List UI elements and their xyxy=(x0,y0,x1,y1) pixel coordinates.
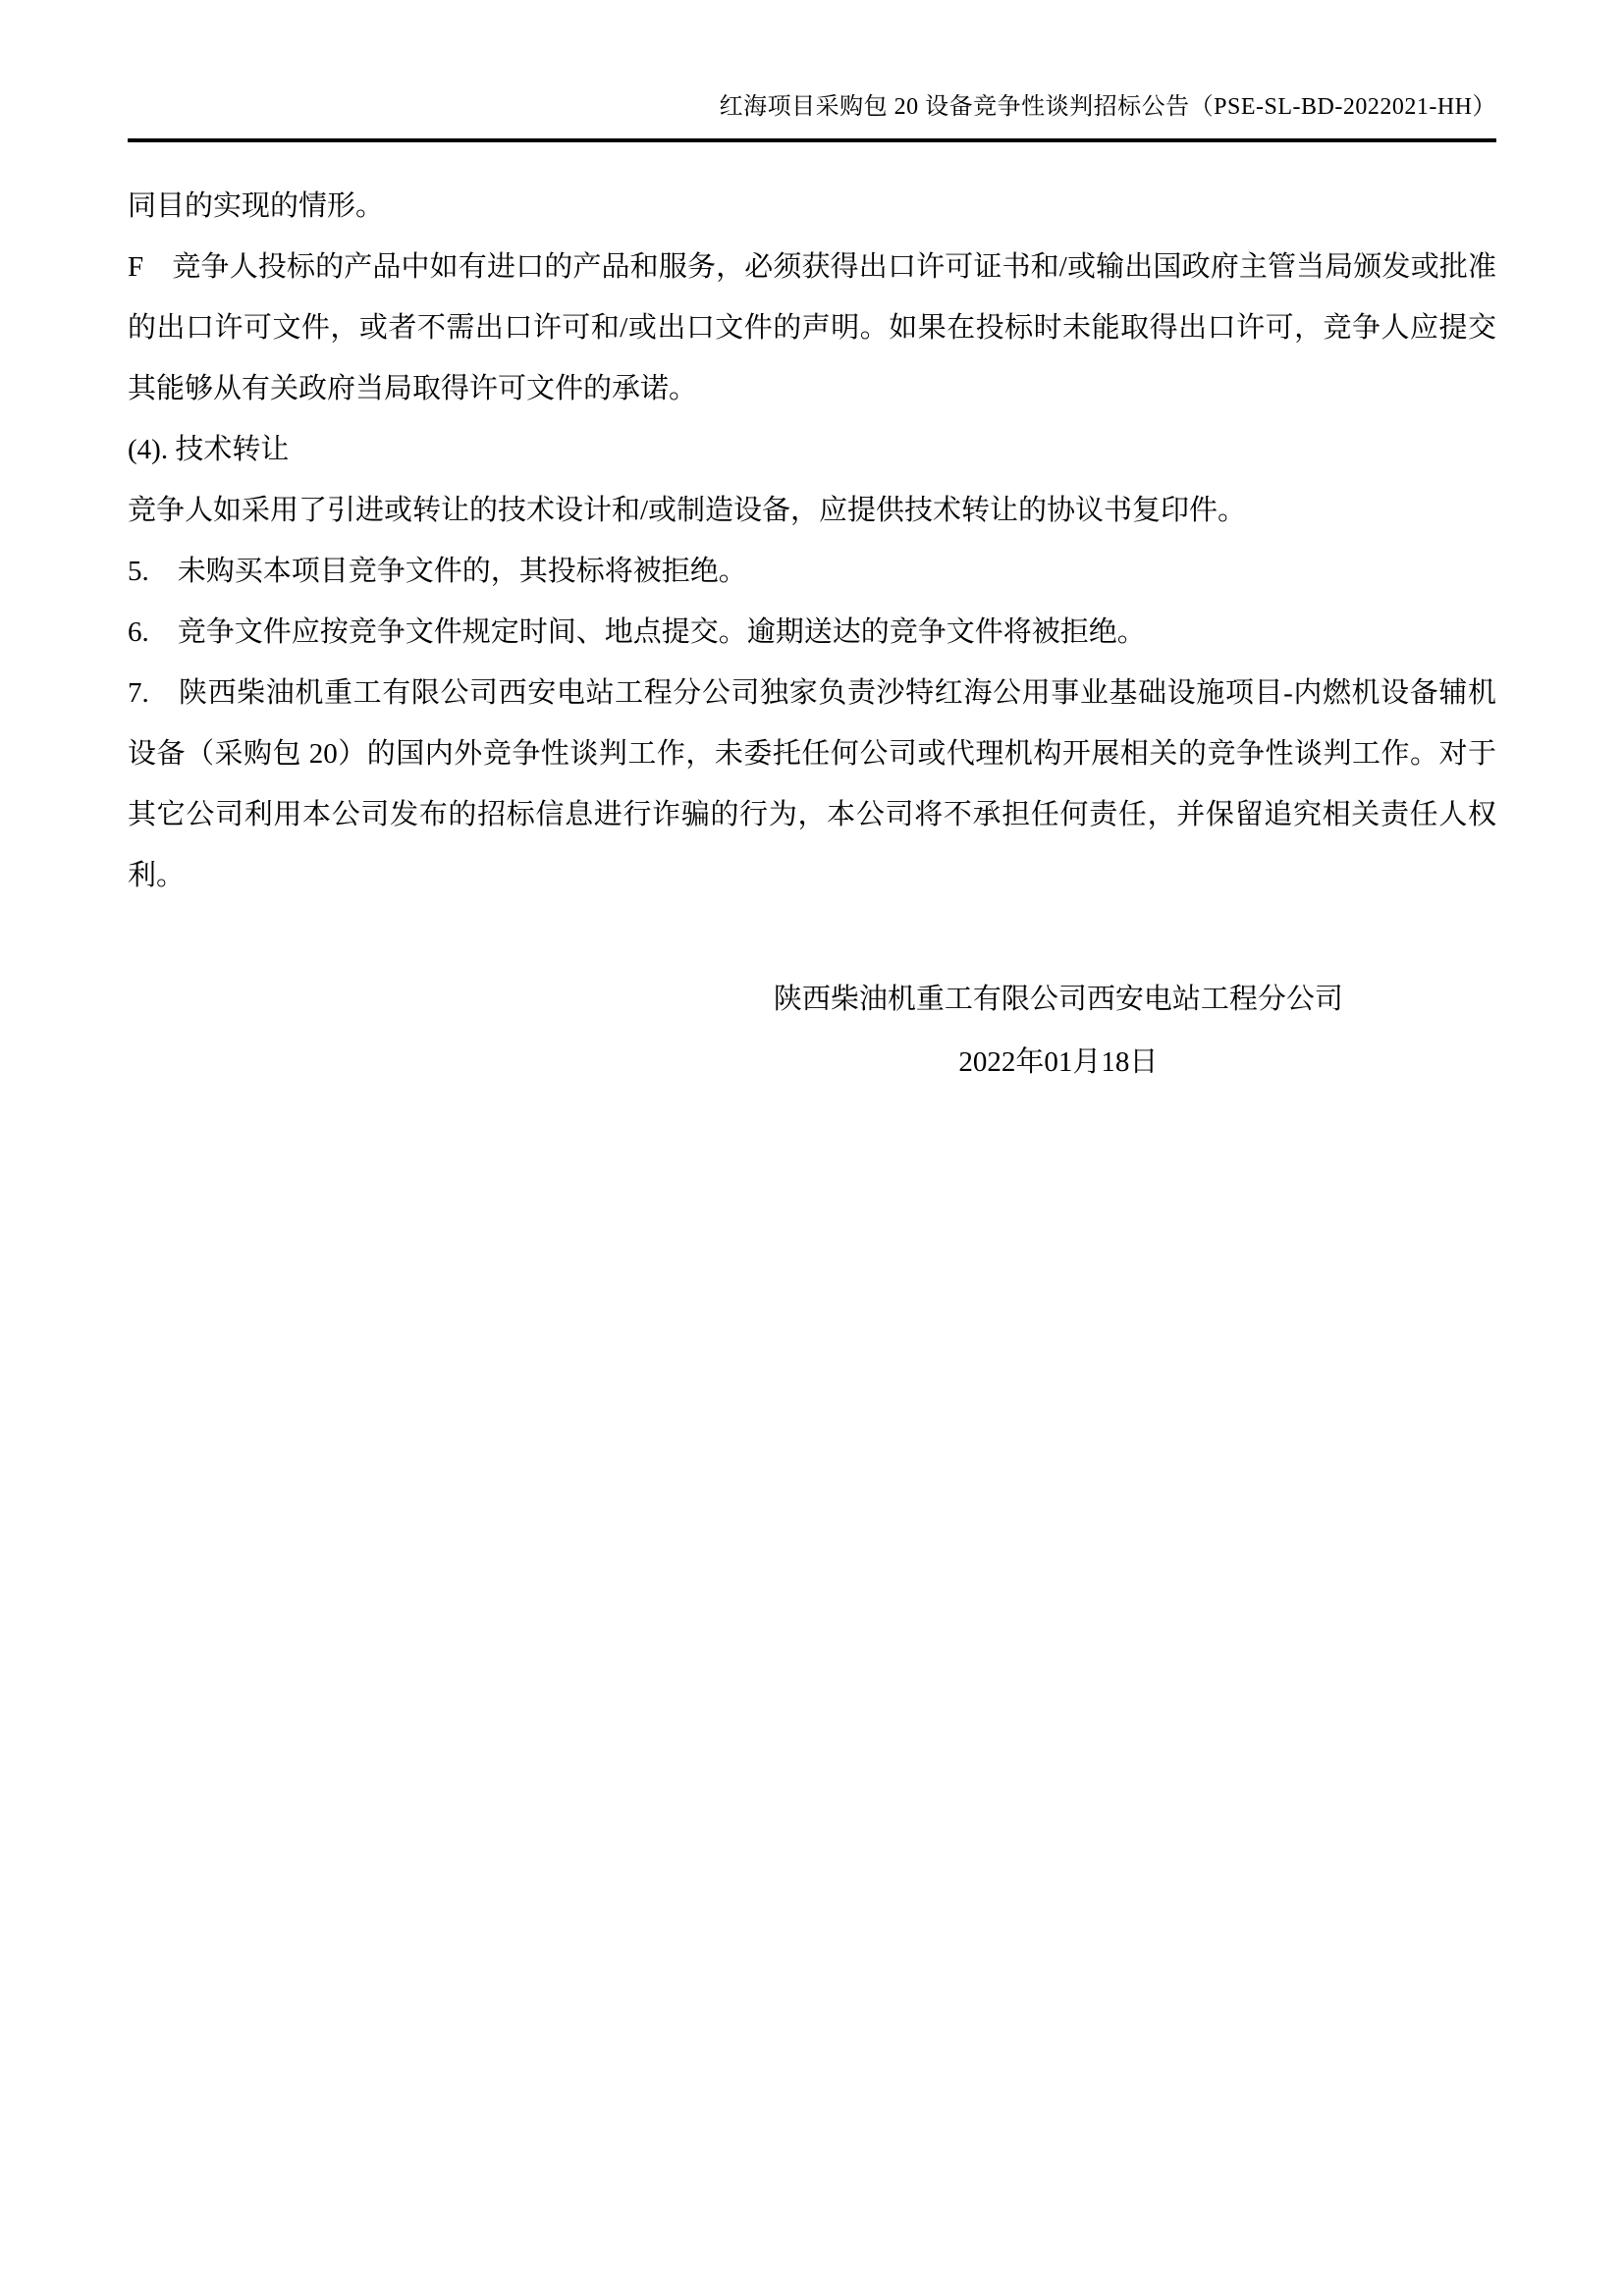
body-paragraph-item-5: 5. 未购买本项目竞争文件的，其投标将被拒绝。 xyxy=(128,556,747,587)
document-body xyxy=(128,176,1496,906)
signature-company-name: 陕西柴油机重工有限公司西安电站工程分公司 xyxy=(773,984,1343,1015)
header-title: 红海项目采购包 20 设备竞争性谈判招标公告（PSE-SL-BD-2022021-HH） xyxy=(719,94,1496,120)
body-paragraph-item-7: 7. 陕西柴油机重工有限公司西安电站工程分公司独家负责沙特红海公用事业基础设施项目-内燃机设备辅机设备（采购包 20）的国内外竞争性谈判工作，未委托任何公司或代理机构开展相关的竞争性谈判工作。对于其它公司利用本公司发布的招标信息进行诈骗的行为，本公司将不承担任何责任，并保留追究相关责任人权利。 xyxy=(128,677,1496,891)
body-paragraph-continuation: 同目的实现的情形。 xyxy=(128,190,385,222)
body-paragraph-item-6: 6. 竞争文件应按竞争文件规定时间、地点提交。逾期送达的竞争文件将被拒绝。 xyxy=(128,616,1146,648)
body-paragraph-tech-transfer-heading: (4). 技术转让 xyxy=(128,434,290,465)
header-rule-divider xyxy=(128,138,1496,142)
signature-date: 2022年01月18日 xyxy=(958,1046,1159,1078)
page-header xyxy=(128,90,1496,124)
signature-block xyxy=(676,969,1442,1093)
body-paragraph-item-f: F 竞争人投标的产品中如有进口的产品和服务，必须获得出口许可证书和/或输出国政府主管当局颁发或批准的出口许可文件，或者不需出口许可和/或出口文件的声明。如果在投标时未能取得出口许可，竞争人应提交其能够从有关政府当局取得许可文件的承诺。 xyxy=(128,251,1496,404)
body-paragraph-tech-transfer-text: 竞争人如采用了引进或转让的技术设计和/或制造设备，应提供技术转让的协议书复印件。 xyxy=(128,495,1247,526)
